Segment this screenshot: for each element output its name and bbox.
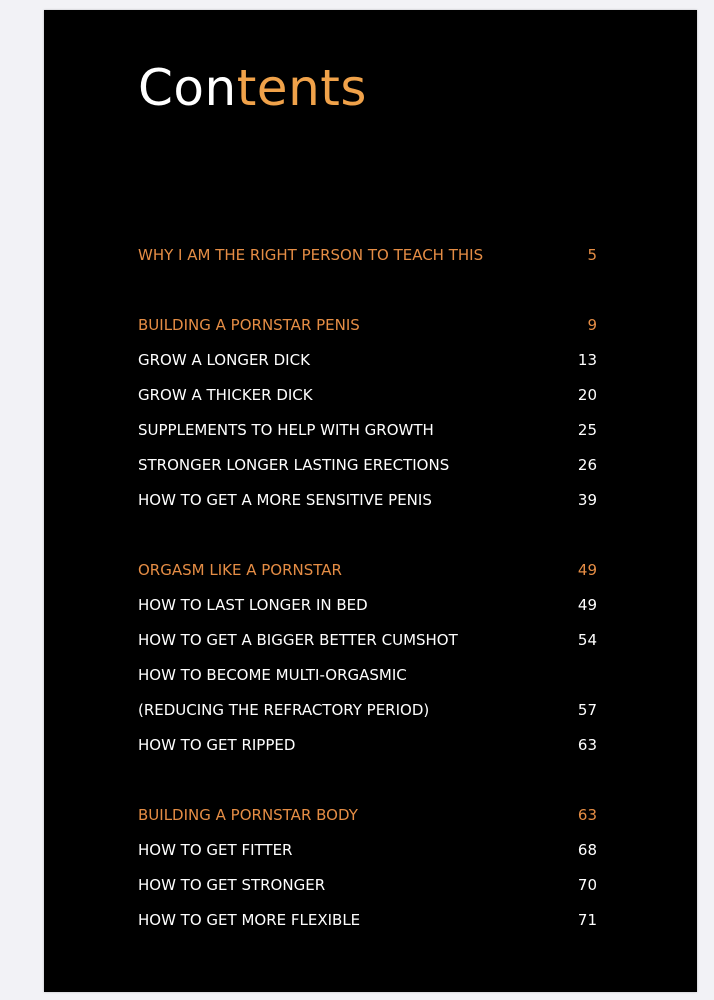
toc-entry[interactable]: [138, 483, 597, 518]
toc-entry[interactable]: [138, 658, 597, 693]
toc-entry-label: STRONGER LONGER LASTING ERECTIONS: [138, 456, 450, 474]
toc-section-heading[interactable]: [138, 798, 597, 833]
toc-entry-label: (REDUCING THE REFRACTORY PERIOD): [138, 701, 430, 719]
toc-entry[interactable]: [138, 343, 597, 378]
toc-entry[interactable]: [138, 623, 597, 658]
toc-entry-page-number: 63: [577, 736, 597, 754]
toc-entry-page-number: 49: [577, 596, 597, 614]
toc-heading-page-number: 63: [577, 806, 597, 824]
toc-entry[interactable]: [138, 448, 597, 483]
toc-heading-label: WHY I AM THE RIGHT PERSON TO TEACH THIS: [138, 246, 484, 264]
toc-entry-page-number: 13: [577, 351, 597, 369]
table-of-contents: [138, 238, 597, 938]
toc-entry-label: HOW TO GET A MORE SENSITIVE PENIS: [138, 491, 432, 509]
toc-section-heading[interactable]: [138, 308, 597, 343]
toc-entry-label: SUPPLEMENTS TO HELP WITH GROWTH: [138, 421, 434, 439]
toc-entry-label: GROW A THICKER DICK: [138, 386, 313, 404]
toc-entry[interactable]: [138, 728, 597, 763]
toc-entry-page-number: 39: [577, 491, 597, 509]
toc-entry[interactable]: [138, 413, 597, 448]
toc-entry-label: HOW TO GET MORE FLEXIBLE: [138, 911, 361, 929]
section-spacer: [138, 273, 597, 308]
title-part-orange: tents: [236, 59, 367, 117]
toc-entry-page-number: 26: [577, 456, 597, 474]
toc-entry-label: HOW TO GET FITTER: [138, 841, 293, 859]
toc-section-heading[interactable]: [138, 238, 597, 273]
toc-entry[interactable]: [138, 588, 597, 623]
toc-heading-label: ORGASM LIKE A PORNSTAR: [138, 561, 342, 579]
toc-entry[interactable]: [138, 833, 597, 868]
toc-heading-label: BUILDING A PORNSTAR BODY: [138, 806, 358, 824]
toc-entry-label: HOW TO LAST LONGER IN BED: [138, 596, 368, 614]
toc-entry-label: HOW TO GET STRONGER: [138, 876, 326, 894]
toc-heading-page-number: 5: [587, 246, 597, 264]
toc-entry[interactable]: [138, 903, 597, 938]
toc-entry-label: HOW TO GET A BIGGER BETTER CUMSHOT: [138, 631, 458, 649]
toc-entry-page-number: 57: [577, 701, 597, 719]
toc-entry-page-number: 20: [577, 386, 597, 404]
toc-entry-page-number: 54: [577, 631, 597, 649]
toc-heading-page-number: 9: [587, 316, 597, 334]
toc-entry-label: HOW TO GET RIPPED: [138, 736, 296, 754]
toc-entry[interactable]: [138, 868, 597, 903]
toc-heading-page-number: 49: [577, 561, 597, 579]
toc-entry-page-number: 25: [577, 421, 597, 439]
document-page: [44, 10, 697, 992]
toc-entry-label: HOW TO BECOME MULTI-ORGASMIC: [138, 666, 407, 684]
toc-section-heading[interactable]: [138, 553, 597, 588]
toc-heading-label: BUILDING A PORNSTAR PENIS: [138, 316, 360, 334]
section-spacer: [138, 518, 597, 553]
toc-entry-label: GROW A LONGER DICK: [138, 351, 310, 369]
title-part-white: Con: [138, 59, 237, 117]
toc-entry[interactable]: [138, 378, 597, 413]
toc-entry-page-number: 68: [577, 841, 597, 859]
toc-entry-page-number: 71: [577, 911, 597, 929]
page-title: [138, 59, 367, 117]
toc-entry-page-number: 70: [577, 876, 597, 894]
toc-entry[interactable]: [138, 693, 597, 728]
section-spacer: [138, 763, 597, 798]
